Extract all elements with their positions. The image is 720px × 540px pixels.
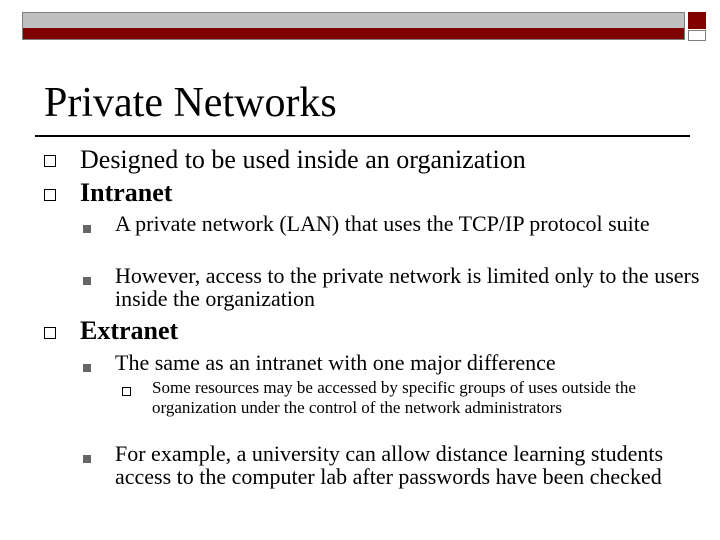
filled-square-bullet-icon	[83, 272, 91, 290]
bullet-extranet: Extranet	[80, 316, 179, 345]
decorative-header-bar	[22, 12, 685, 40]
hollow-square-bullet-icon	[44, 326, 56, 344]
header-bar-gray-band	[23, 13, 684, 29]
bullet-designed: Designed to be used inside an organization	[80, 145, 526, 174]
filled-square-bullet-icon	[83, 359, 91, 377]
title-underline	[35, 135, 690, 137]
bullet-extranet-example: For example, a university can allow distance learning students access to the computer lab after passwords have been checked	[115, 441, 664, 489]
bullet-extranet-difference: The same as an intranet with one major difference	[115, 350, 556, 375]
header-bar-red-band	[23, 28, 684, 39]
decorative-red-square	[688, 12, 706, 29]
filled-square-bullet-icon	[83, 220, 91, 238]
hollow-square-bullet-icon	[44, 154, 56, 172]
bullet-intranet-definition: A private network (LAN) that uses the TCP/IP protocol suite	[115, 211, 650, 236]
filled-square-bullet-icon	[83, 450, 91, 468]
bullet-extranet-resources: Some resources may be accessed by specific groups of uses outside the organization under the control of the network administrators	[152, 378, 636, 417]
bullet-intranet-access: However, access to the private network is limited only to the users inside the organization	[115, 263, 700, 311]
decorative-white-square	[688, 30, 706, 41]
bullet-intranet: Intranet	[80, 178, 173, 207]
hollow-square-bullet-icon	[122, 383, 131, 401]
slide-title: Private Networks	[44, 80, 337, 126]
hollow-square-bullet-icon	[44, 188, 56, 206]
